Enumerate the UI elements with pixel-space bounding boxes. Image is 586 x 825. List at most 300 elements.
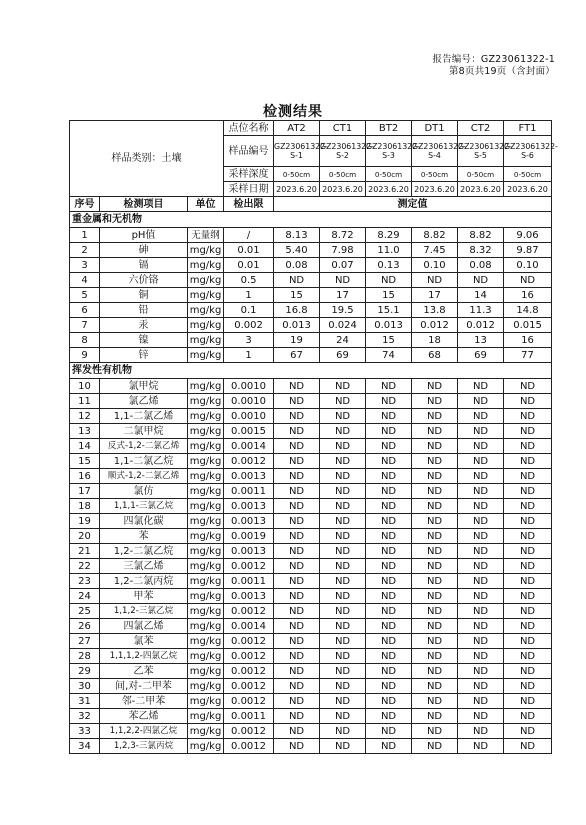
measured-value-cell: ND <box>412 694 458 709</box>
measured-value-cell: ND <box>504 484 552 499</box>
unit-cell: mg/kg <box>188 529 224 544</box>
col-limit-header: 检出限 <box>224 197 274 212</box>
measured-value-cell: ND <box>458 273 504 288</box>
sample-no-cell: GZ23061322-S-4 <box>412 136 458 167</box>
unit-cell: mg/kg <box>188 589 224 604</box>
measured-value-cell: ND <box>274 394 320 409</box>
section-title: 重金属和无机物 <box>70 212 552 228</box>
table-row <box>70 649 552 664</box>
unit-cell: mg/kg <box>188 619 224 634</box>
measured-value-cell: ND <box>274 634 320 649</box>
point-name-cell: CT2 <box>458 121 504 136</box>
detection-limit-cell: 0.0012 <box>224 664 274 679</box>
measured-value-cell: 18 <box>412 333 458 348</box>
sample-no-label: 样品编号 <box>224 136 274 167</box>
detection-limit-cell: 0.0013 <box>224 589 274 604</box>
measured-value-cell: ND <box>366 679 412 694</box>
item-name-cell: 反式-1,2-二氯乙烯 <box>100 439 188 454</box>
item-name-cell: 砷 <box>100 243 188 258</box>
table-row <box>70 604 552 619</box>
detection-limit-cell: 0.0012 <box>224 739 274 754</box>
detection-limit-cell: 0.002 <box>224 318 274 333</box>
measured-value-cell: ND <box>320 739 366 754</box>
measured-value-cell: 0.015 <box>504 318 552 333</box>
measured-value-cell: ND <box>504 529 552 544</box>
measured-value-cell: ND <box>458 724 504 739</box>
measured-value-cell: ND <box>320 469 366 484</box>
measured-value-cell: ND <box>504 559 552 574</box>
measured-value-cell: ND <box>412 394 458 409</box>
measured-value-cell: ND <box>412 604 458 619</box>
measured-value-cell: ND <box>366 559 412 574</box>
item-name-cell: 1,1-二氯乙烯 <box>100 409 188 424</box>
measured-value-cell: 0.024 <box>320 318 366 333</box>
row-number-cell: 8 <box>70 333 100 348</box>
item-name-cell: 顺式-1,2-二氯乙烯 <box>100 469 188 484</box>
measured-value-cell: ND <box>458 499 504 514</box>
measured-value-cell: 0.10 <box>412 258 458 273</box>
measured-value-cell: ND <box>458 649 504 664</box>
measured-value-cell: ND <box>458 574 504 589</box>
measured-value-cell: 15 <box>274 288 320 303</box>
item-name-cell: 氯仿 <box>100 484 188 499</box>
measured-value-cell: 69 <box>320 348 366 363</box>
detection-limit-cell: 0.0010 <box>224 394 274 409</box>
sample-no-cell: GZ23061322-S-2 <box>320 136 366 167</box>
measured-value-cell: ND <box>320 559 366 574</box>
detection-limit-cell: 0.0012 <box>224 634 274 649</box>
table-row <box>70 664 552 679</box>
measured-value-cell: ND <box>412 529 458 544</box>
date-cell: 2023.6.20 <box>412 182 458 197</box>
detection-limit-cell: 0.0012 <box>224 649 274 664</box>
measured-value-cell: ND <box>504 679 552 694</box>
detection-limit-cell: 0.0011 <box>224 574 274 589</box>
measured-value-cell: 19 <box>274 333 320 348</box>
measured-value-cell: ND <box>274 544 320 559</box>
item-name-cell: 邻-二甲苯 <box>100 694 188 709</box>
detection-limit-cell: 0.0012 <box>224 724 274 739</box>
measured-value-cell: ND <box>320 634 366 649</box>
measured-value-cell: 19.5 <box>320 303 366 318</box>
detection-limit-cell: 0.0012 <box>224 454 274 469</box>
detection-limit-cell: 0.0014 <box>224 619 274 634</box>
measured-value-cell: ND <box>366 273 412 288</box>
table-row <box>70 243 552 258</box>
item-name-cell: 甲苯 <box>100 589 188 604</box>
row-number-cell: 4 <box>70 273 100 288</box>
measured-value-cell: ND <box>366 484 412 499</box>
measured-value-cell: ND <box>274 709 320 724</box>
row-number-cell: 19 <box>70 514 100 529</box>
measured-value-cell: 5.40 <box>274 243 320 258</box>
measured-value-cell: ND <box>458 694 504 709</box>
measured-value-cell: ND <box>412 424 458 439</box>
measured-value-cell: 8.82 <box>458 228 504 243</box>
unit-cell: mg/kg <box>188 484 224 499</box>
measured-value-cell: 8.72 <box>320 228 366 243</box>
measured-value-cell: ND <box>274 739 320 754</box>
measured-value-cell: ND <box>458 454 504 469</box>
date-cell: 2023.6.20 <box>458 182 504 197</box>
table-row <box>70 394 552 409</box>
measured-value-cell: 24 <box>320 333 366 348</box>
measured-value-cell: ND <box>274 469 320 484</box>
detection-limit-cell: 3 <box>224 333 274 348</box>
unit-cell: mg/kg <box>188 424 224 439</box>
table-row <box>70 559 552 574</box>
row-number-cell: 7 <box>70 318 100 333</box>
section-header-row <box>70 212 552 228</box>
measured-value-cell: ND <box>366 634 412 649</box>
row-number-cell: 32 <box>70 709 100 724</box>
table-row <box>70 424 552 439</box>
detection-limit-cell: 0.0015 <box>224 424 274 439</box>
table-row <box>70 724 552 739</box>
item-name-cell: 1,2-二氯乙烷 <box>100 544 188 559</box>
item-name-cell: 1,2-二氯丙烷 <box>100 574 188 589</box>
measured-value-cell: 13 <box>458 333 504 348</box>
row-number-cell: 9 <box>70 348 100 363</box>
measured-value-cell: 11.0 <box>366 243 412 258</box>
measured-value-cell: 9.06 <box>504 228 552 243</box>
item-name-cell: 1,1,2,2-四氯乙烷 <box>100 724 188 739</box>
measured-value-cell: ND <box>366 409 412 424</box>
row-number-cell: 29 <box>70 664 100 679</box>
row-number-cell: 1 <box>70 228 100 243</box>
measured-value-cell: ND <box>412 409 458 424</box>
measured-value-cell: 0.13 <box>366 258 412 273</box>
table-row <box>70 469 552 484</box>
item-name-cell: 苯乙烯 <box>100 709 188 724</box>
measured-value-cell: 15 <box>366 333 412 348</box>
depth-cell: 0-50cm <box>458 167 504 182</box>
measured-value-cell: ND <box>504 454 552 469</box>
measured-value-cell: ND <box>366 394 412 409</box>
row-number-cell: 15 <box>70 454 100 469</box>
detection-limit-cell: 0.0013 <box>224 514 274 529</box>
measured-value-cell: ND <box>320 649 366 664</box>
measured-value-cell: ND <box>366 454 412 469</box>
measured-value-cell: ND <box>274 574 320 589</box>
unit-cell: mg/kg <box>188 288 224 303</box>
measured-value-cell: ND <box>320 694 366 709</box>
unit-cell: mg/kg <box>188 724 224 739</box>
detection-limit-cell: 0.01 <box>224 258 274 273</box>
measured-value-cell: ND <box>366 574 412 589</box>
measured-value-cell: 7.98 <box>320 243 366 258</box>
page-title: 检测结果 <box>263 104 323 120</box>
table-row <box>70 228 552 243</box>
measured-value-cell: 0.012 <box>458 318 504 333</box>
detection-limit-cell: 1 <box>224 348 274 363</box>
measured-value-cell: ND <box>274 484 320 499</box>
measured-value-cell: ND <box>458 514 504 529</box>
measured-value-cell: ND <box>504 424 552 439</box>
table-row <box>70 619 552 634</box>
measured-value-cell: ND <box>274 424 320 439</box>
measured-value-cell: 8.32 <box>458 243 504 258</box>
table-row <box>70 709 552 724</box>
item-name-cell: 汞 <box>100 318 188 333</box>
measured-value-cell: ND <box>504 649 552 664</box>
measured-value-cell: 15 <box>366 288 412 303</box>
measured-value-cell: ND <box>320 664 366 679</box>
detection-limit-cell: / <box>224 228 274 243</box>
table-row <box>70 544 552 559</box>
row-number-cell: 5 <box>70 288 100 303</box>
depth-cell: 0-50cm <box>412 167 458 182</box>
measured-value-cell: ND <box>320 484 366 499</box>
measured-value-cell: ND <box>504 589 552 604</box>
measured-value-cell: 17 <box>412 288 458 303</box>
measured-value-cell: ND <box>458 604 504 619</box>
table-row <box>70 439 552 454</box>
col-value-header: 测定值 <box>274 197 552 212</box>
unit-cell: mg/kg <box>188 303 224 318</box>
measured-value-cell: ND <box>274 664 320 679</box>
measured-value-cell: ND <box>504 514 552 529</box>
measured-value-cell: ND <box>504 739 552 754</box>
row-number-cell: 6 <box>70 303 100 318</box>
unit-cell: mg/kg <box>188 604 224 619</box>
depth-cell: 0-50cm <box>366 167 412 182</box>
measured-value-cell: ND <box>366 739 412 754</box>
detection-limit-cell: 0.0012 <box>224 559 274 574</box>
measured-value-cell: ND <box>412 664 458 679</box>
item-name-cell: 镍 <box>100 333 188 348</box>
measured-value-cell: ND <box>274 514 320 529</box>
detection-limit-cell: 0.0011 <box>224 709 274 724</box>
measured-value-cell: 14.8 <box>504 303 552 318</box>
measured-value-cell: ND <box>504 544 552 559</box>
column-header-row <box>70 197 552 212</box>
measured-value-cell: ND <box>412 499 458 514</box>
unit-cell: mg/kg <box>188 574 224 589</box>
measured-value-cell: 8.82 <box>412 228 458 243</box>
measured-value-cell: ND <box>458 484 504 499</box>
item-name-cell: pH值 <box>100 228 188 243</box>
item-name-cell: 铜 <box>100 288 188 303</box>
measured-value-cell: ND <box>320 379 366 394</box>
table-row <box>70 409 552 424</box>
table-row <box>70 333 552 348</box>
measured-value-cell: 11.3 <box>458 303 504 318</box>
measured-value-cell: ND <box>320 514 366 529</box>
measured-value-cell: ND <box>366 379 412 394</box>
measured-value-cell: 69 <box>458 348 504 363</box>
measured-value-cell: ND <box>412 469 458 484</box>
table-row <box>70 288 552 303</box>
unit-cell: mg/kg <box>188 739 224 754</box>
measured-value-cell: ND <box>504 394 552 409</box>
measured-value-cell: ND <box>458 544 504 559</box>
unit-cell: mg/kg <box>188 664 224 679</box>
unit-cell: mg/kg <box>188 679 224 694</box>
measured-value-cell: ND <box>412 709 458 724</box>
table-row <box>70 454 552 469</box>
measured-value-cell: ND <box>504 604 552 619</box>
table-row <box>70 529 552 544</box>
table-row <box>70 258 552 273</box>
table-row <box>70 694 552 709</box>
detection-limit-cell: 0.0012 <box>224 604 274 619</box>
measured-value-cell: 0.012 <box>412 318 458 333</box>
table-row <box>70 273 552 288</box>
measured-value-cell: ND <box>274 679 320 694</box>
item-name-cell: 1,2,3-三氯丙烷 <box>100 739 188 754</box>
measured-value-cell: ND <box>504 634 552 649</box>
row-number-cell: 17 <box>70 484 100 499</box>
table-row <box>70 484 552 499</box>
row-number-cell: 20 <box>70 529 100 544</box>
measured-value-cell: 17 <box>320 288 366 303</box>
measured-value-cell: ND <box>412 484 458 499</box>
unit-cell: 无量纲 <box>188 228 224 243</box>
measured-value-cell: ND <box>458 424 504 439</box>
table-row <box>70 348 552 363</box>
measured-value-cell: ND <box>458 589 504 604</box>
row-number-cell: 16 <box>70 469 100 484</box>
row-number-cell: 31 <box>70 694 100 709</box>
measured-value-cell: ND <box>366 604 412 619</box>
measured-value-cell: ND <box>366 529 412 544</box>
measured-value-cell: 15.1 <box>366 303 412 318</box>
item-name-cell: 苯 <box>100 529 188 544</box>
unit-cell: mg/kg <box>188 709 224 724</box>
results-table-body <box>70 121 558 754</box>
row-number-cell: 23 <box>70 574 100 589</box>
sample-no-cell: GZ23061322-S-5 <box>458 136 504 167</box>
row-number-cell: 33 <box>70 724 100 739</box>
detection-limit-cell: 1 <box>224 288 274 303</box>
unit-cell: mg/kg <box>188 499 224 514</box>
row-number-cell: 2 <box>70 243 100 258</box>
measured-value-cell: ND <box>320 709 366 724</box>
measured-value-cell: ND <box>274 559 320 574</box>
unit-cell: mg/kg <box>188 544 224 559</box>
item-name-cell: 二氯甲烷 <box>100 424 188 439</box>
row-number-cell: 13 <box>70 424 100 439</box>
unit-cell: mg/kg <box>188 514 224 529</box>
detection-limit-cell: 0.0010 <box>224 409 274 424</box>
measured-value-cell: 0.08 <box>274 258 320 273</box>
measured-value-cell: ND <box>274 619 320 634</box>
measured-value-cell: ND <box>504 379 552 394</box>
measured-value-cell: ND <box>320 724 366 739</box>
measured-value-cell: 14 <box>458 288 504 303</box>
measured-value-cell: ND <box>412 559 458 574</box>
point-name-label: 点位名称 <box>224 121 274 136</box>
item-name-cell: 1,1,1,2-四氯乙烷 <box>100 649 188 664</box>
measured-value-cell: ND <box>458 379 504 394</box>
row-number-cell: 14 <box>70 439 100 454</box>
measured-value-cell: ND <box>458 739 504 754</box>
row-number-cell: 12 <box>70 409 100 424</box>
measured-value-cell: 67 <box>274 348 320 363</box>
measured-value-cell: ND <box>274 379 320 394</box>
sample-no-cell: GZ23061322-S-6 <box>504 136 552 167</box>
measured-value-cell: 8.13 <box>274 228 320 243</box>
table-row <box>70 739 552 754</box>
measured-value-cell: 13.8 <box>412 303 458 318</box>
measured-value-cell: 9.87 <box>504 243 552 258</box>
item-name-cell: 三氯乙烯 <box>100 559 188 574</box>
measured-value-cell: ND <box>412 649 458 664</box>
point-name-cell: CT1 <box>320 121 366 136</box>
measured-value-cell: ND <box>320 529 366 544</box>
measured-value-cell: ND <box>274 649 320 664</box>
measured-value-cell: ND <box>366 499 412 514</box>
depth-cell: 0-50cm <box>504 167 552 182</box>
measured-value-cell: ND <box>366 439 412 454</box>
detection-limit-cell: 0.0012 <box>224 694 274 709</box>
measured-value-cell: ND <box>412 574 458 589</box>
measured-value-cell: 77 <box>504 348 552 363</box>
col-item-header: 检测项目 <box>100 197 188 212</box>
unit-cell: mg/kg <box>188 243 224 258</box>
measured-value-cell: ND <box>504 724 552 739</box>
page-count: 第8页共19页（含封面） <box>448 66 555 77</box>
item-name-cell: 氯乙烯 <box>100 394 188 409</box>
measured-value-cell: ND <box>412 724 458 739</box>
unit-cell: mg/kg <box>188 634 224 649</box>
date-label: 采样日期 <box>224 182 274 197</box>
unit-cell: mg/kg <box>188 454 224 469</box>
unit-cell: mg/kg <box>188 318 224 333</box>
measured-value-cell: 0.013 <box>366 318 412 333</box>
unit-cell: mg/kg <box>188 258 224 273</box>
item-name-cell: 氯苯 <box>100 634 188 649</box>
table-row <box>70 499 552 514</box>
measured-value-cell: ND <box>504 709 552 724</box>
item-name-cell: 1,1-二氯乙烷 <box>100 454 188 469</box>
row-number-cell: 27 <box>70 634 100 649</box>
sample-category: 样品类别：土壤 <box>70 121 224 197</box>
measured-value-cell: ND <box>320 574 366 589</box>
depth-cell: 0-50cm <box>320 167 366 182</box>
unit-cell: mg/kg <box>188 439 224 454</box>
unit-cell: mg/kg <box>188 469 224 484</box>
measured-value-cell: ND <box>504 664 552 679</box>
row-number-cell: 18 <box>70 499 100 514</box>
item-name-cell: 氯甲烷 <box>100 379 188 394</box>
point-name-cell: AT2 <box>274 121 320 136</box>
unit-cell: mg/kg <box>188 694 224 709</box>
measured-value-cell: ND <box>320 424 366 439</box>
measured-value-cell: 0.013 <box>274 318 320 333</box>
detection-limit-cell: 0.0013 <box>224 544 274 559</box>
measured-value-cell: ND <box>320 619 366 634</box>
measured-value-cell: ND <box>458 469 504 484</box>
measured-value-cell: ND <box>412 454 458 469</box>
item-name-cell: 铅 <box>100 303 188 318</box>
detection-limit-cell: 0.0010 <box>224 379 274 394</box>
detection-limit-cell: 0.01 <box>224 243 274 258</box>
measured-value-cell: ND <box>412 514 458 529</box>
measured-value-cell: ND <box>458 409 504 424</box>
measured-value-cell: ND <box>412 273 458 288</box>
measured-value-cell: ND <box>504 273 552 288</box>
table-row <box>70 514 552 529</box>
unit-cell: mg/kg <box>188 394 224 409</box>
results-table <box>69 120 558 754</box>
measured-value-cell: ND <box>412 739 458 754</box>
table-row <box>70 634 552 649</box>
report-number-block <box>375 54 555 78</box>
detection-limit-cell: 0.5 <box>224 273 274 288</box>
item-name-cell: 1,1,2-三氯乙烷 <box>100 604 188 619</box>
